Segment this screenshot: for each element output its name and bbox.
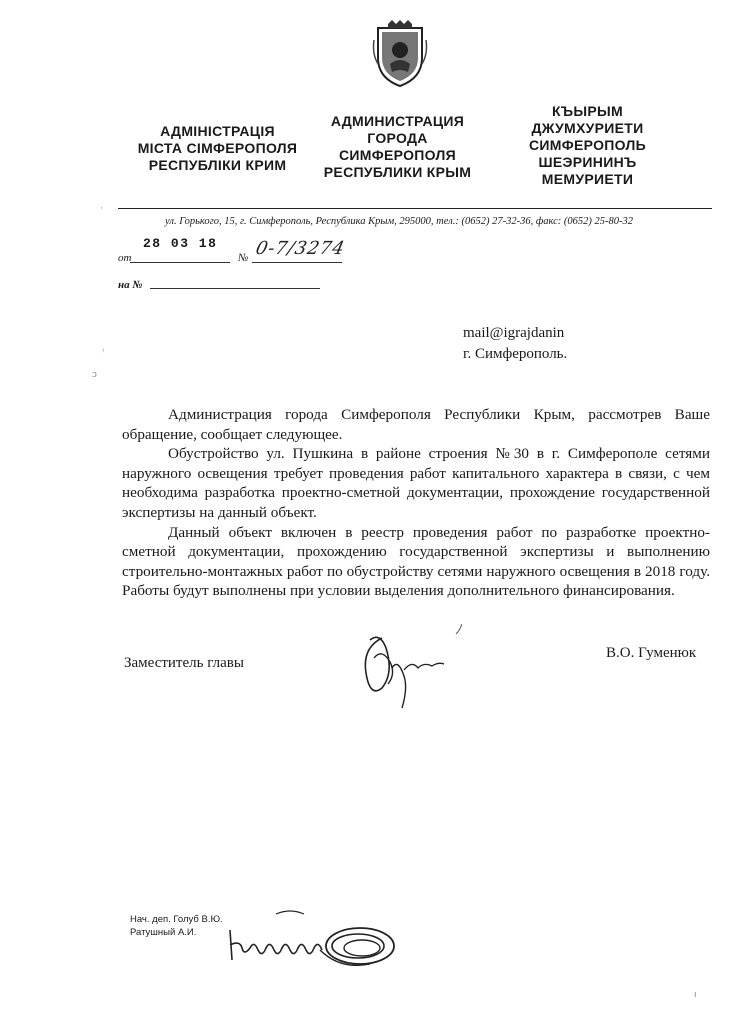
letter-body [122, 405, 710, 601]
reference-label: на № [118, 279, 143, 291]
scan-mark: ꜝ [102, 348, 105, 358]
recipient-email: mail@igrajdanin [463, 325, 565, 341]
scan-mark: ı [694, 990, 697, 1000]
executor-1: Нач. деп. Голуб В.Ю. [130, 914, 223, 925]
header-russian: АДМИНИСТРАЦИЯ ГОРОДА СИМФЕРОПОЛЯ РЕСПУБЛИКИ КРЫМ [323, 113, 472, 180]
scan-mark: · [100, 204, 103, 214]
executor-2: Ратушный А.И. [130, 927, 197, 938]
header-divider [118, 208, 712, 209]
address-line: ул. Горького, 15, г. Симферополь, Республика Крым, 295000, тел.: (0652) 27-32-36, факс: (0652) 25-80-32 [165, 216, 633, 227]
header-ukrainian: АДМІНІСТРАЦІЯ МІСТА СІМФЕРОПОЛЯ РЕСПУБЛІКИ КРИМ [137, 123, 298, 173]
header-crimean-tatar: КЪЫРЫМ ДЖУМХУРИЕТИ СИМФЕРОПОЛЬ ШЕЭРИНИНЪ МЕМУРИЕТИ [529, 103, 646, 187]
signatory-name: В.О. Гуменюк [606, 645, 697, 661]
date-stamp: 28 03 18 [143, 236, 218, 251]
paragraph-3: Данный объект включен в реестр проведения работ по разработке проектно-сметной документации, прохождению государственной экспертизы и выполнению строительно-монтажных работ по обустройству сетями наружного освещения в 2018 году. Работы будут выполнены при условии выделения дополнительного финансирования. [122, 523, 710, 600]
outgoing-number: 0-7/3274 [253, 238, 348, 259]
coat-of-arms-emblem [370, 20, 430, 88]
reference-line [150, 288, 320, 289]
executor-signature-scribble [200, 900, 410, 980]
number-label: № [238, 252, 249, 264]
recipient-city: г. Симферополь. [463, 346, 568, 362]
number-line [252, 262, 342, 263]
date-line [130, 262, 230, 263]
signatory-title: Заместитель главы [124, 655, 244, 671]
paragraph-1: Администрация города Симферополя Республики Крым, рассмотрев Ваше обращение, сообщает следующее. [122, 406, 710, 443]
paragraph-2: Обустройство ул. Пушкина в районе строения №30 в г. Симферополе сетями наружного освещения требует проведения работ капитального характера в связи, с чем необходима разработка проектно-сметной документации, прохождение государственной экспертизы на данный объект. [122, 445, 710, 521]
scan-mark: ɔ [92, 370, 97, 380]
ot-label: от [118, 252, 132, 264]
handwritten-signature [352, 618, 462, 718]
